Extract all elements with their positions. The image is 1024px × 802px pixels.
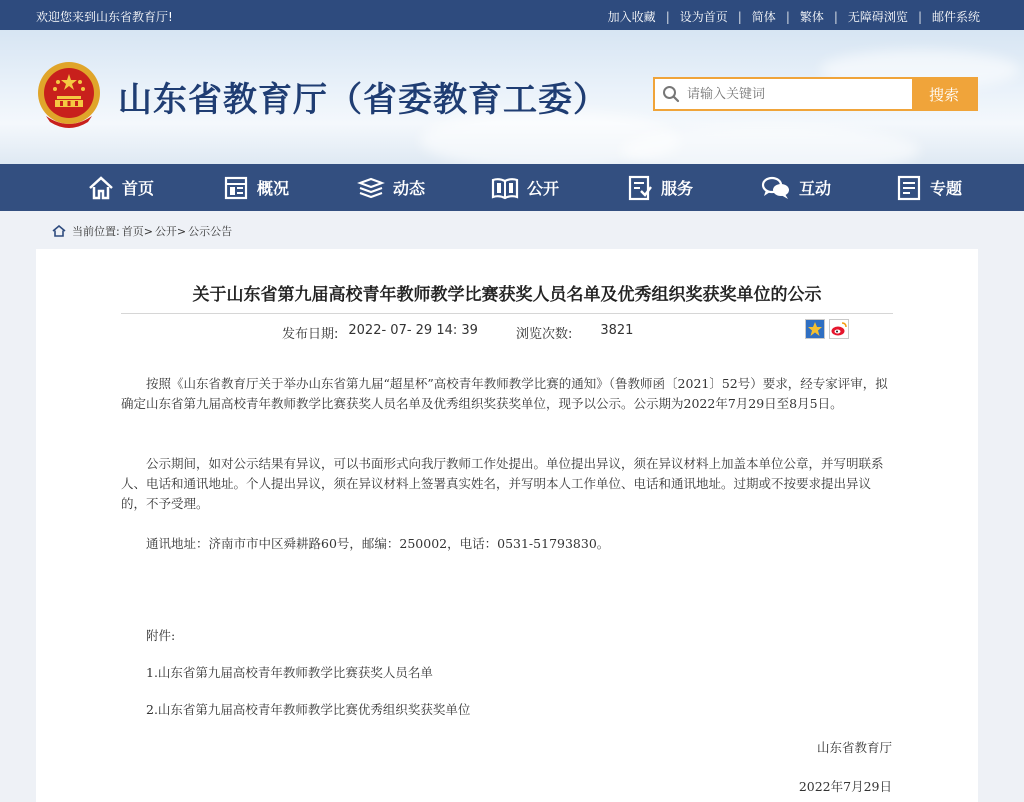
topic-doc-icon — [896, 175, 922, 201]
open-book-icon — [491, 176, 519, 200]
site-title[interactable]: 山东省教育厅（省委教育工委） — [118, 80, 608, 120]
mail-system-link[interactable]: 邮件系统 — [931, 10, 980, 24]
overview-icon — [223, 176, 249, 200]
article-body — [121, 534, 893, 554]
weibo-icon — [830, 321, 848, 337]
national-emblem-icon[interactable] — [36, 60, 102, 130]
breadcrumb-open[interactable]: 公开> — [154, 225, 187, 238]
divider: | — [785, 9, 790, 24]
date-value: 2022- 07- 29 14: 39 — [348, 323, 478, 338]
paragraph: 公示期间，如对公示结果有异议，可以书面形式向我厅教师工作处提出。单位提出异议，须在异议材料上加盖本单位公章，并写明联系人、电话和通讯地址。个人提出异议，须在异议材料上签署真实姓名，并写明本人工作单位、电话和通讯地址。过期或不按要求提出异议的，不予受理。 — [121, 456, 884, 511]
top-links — [608, 8, 980, 25]
paragraph: 按照《山东省教育厅关于举办山东省第九届“超星杯”高校青年教师教学比赛的通知》（鲁教师函〔2021〕52号）要求，经专家评审，拟确定山东省第九届高校青年教师教学比赛获奖人员名单及优秀组织奖获奖单位，现予以公示。公示期为2022年7月29日至8月5日。 — [121, 376, 888, 411]
home-icon — [52, 225, 66, 237]
add-favorite-link[interactable]: 加入收藏 — [607, 10, 656, 24]
nav-item-open[interactable] — [491, 164, 559, 211]
breadcrumb-home[interactable]: 首页> — [121, 225, 153, 238]
share-qzone-button[interactable] — [805, 319, 825, 339]
top-bar — [0, 0, 1024, 30]
nav-label: 公开 — [527, 179, 560, 198]
article-body — [121, 454, 893, 514]
article-panel — [36, 249, 978, 802]
paragraph: 通讯地址：济南市市中区舜耕路60号，邮编：250002，电话：0531-51793830。 — [146, 536, 610, 551]
simplified-chinese-link[interactable]: 简体 — [751, 10, 776, 24]
breadcrumb — [52, 223, 234, 239]
article-body — [121, 626, 893, 646]
sign-date: 2022年7月29日 — [798, 779, 892, 794]
nav-item-interaction[interactable] — [761, 164, 831, 211]
nav-item-overview[interactable] — [223, 164, 289, 211]
main-nav — [0, 164, 1024, 211]
nav-item-service[interactable] — [627, 164, 693, 211]
attachment-link-2[interactable]: 2.山东省第九届高校青年教师教学比赛优秀组织奖获奖单位 — [146, 702, 471, 717]
article-meta — [282, 323, 633, 342]
nav-item-news[interactable] — [357, 164, 425, 211]
search-input[interactable] — [687, 79, 912, 109]
nav-label: 互动 — [799, 179, 832, 198]
divider: | — [665, 9, 670, 24]
article-title: 关于山东省第九届高校青年教师教学比赛获奖人员名单及优秀组织奖获奖单位的公示 — [192, 285, 822, 305]
views-label: 浏览次数: — [515, 327, 573, 342]
attachment-link-1[interactable]: 1.山东省第九届高校青年教师教学比赛获奖人员名单 — [146, 665, 433, 680]
nav-label: 概况 — [257, 179, 290, 198]
search-box — [653, 77, 978, 111]
home-icon — [88, 176, 114, 200]
share-buttons — [805, 319, 849, 339]
article-body — [121, 374, 893, 414]
traditional-chinese-link[interactable]: 繁体 — [799, 10, 824, 24]
attachments-label: 附件: — [146, 628, 176, 643]
signature: 山东省教育厅 — [816, 740, 892, 755]
chat-bubbles-icon — [761, 175, 791, 201]
nav-item-topics[interactable] — [896, 164, 962, 211]
views-value: 3821 — [600, 323, 634, 338]
set-homepage-link[interactable]: 设为首页 — [679, 10, 728, 24]
qzone-star-icon — [807, 321, 823, 337]
divider: | — [917, 9, 922, 24]
title-divider — [121, 313, 893, 314]
breadcrumb-notice[interactable]: 公示公告 — [188, 225, 233, 238]
divider: | — [737, 9, 742, 24]
date-label: 发布日期: — [282, 327, 339, 342]
service-doc-icon — [627, 175, 653, 201]
share-weibo-button[interactable] — [829, 319, 849, 339]
nav-label: 动态 — [393, 179, 426, 198]
search-icon — [655, 79, 687, 109]
site-header — [0, 30, 1024, 164]
nav-label: 专题 — [930, 179, 963, 198]
nav-label: 服务 — [661, 179, 694, 198]
search-button[interactable]: 搜索 — [912, 79, 976, 109]
divider: | — [833, 9, 838, 24]
news-stack-icon — [357, 176, 385, 200]
article-body — [121, 700, 893, 720]
article-body — [121, 663, 893, 683]
welcome-text: 欢迎您来到山东省教育厅! — [36, 10, 173, 24]
accessibility-link[interactable]: 无障碍浏览 — [847, 10, 908, 24]
nav-item-home[interactable] — [88, 164, 154, 211]
breadcrumb-prefix: 当前位置: — [72, 225, 120, 238]
nav-label: 首页 — [122, 179, 155, 198]
